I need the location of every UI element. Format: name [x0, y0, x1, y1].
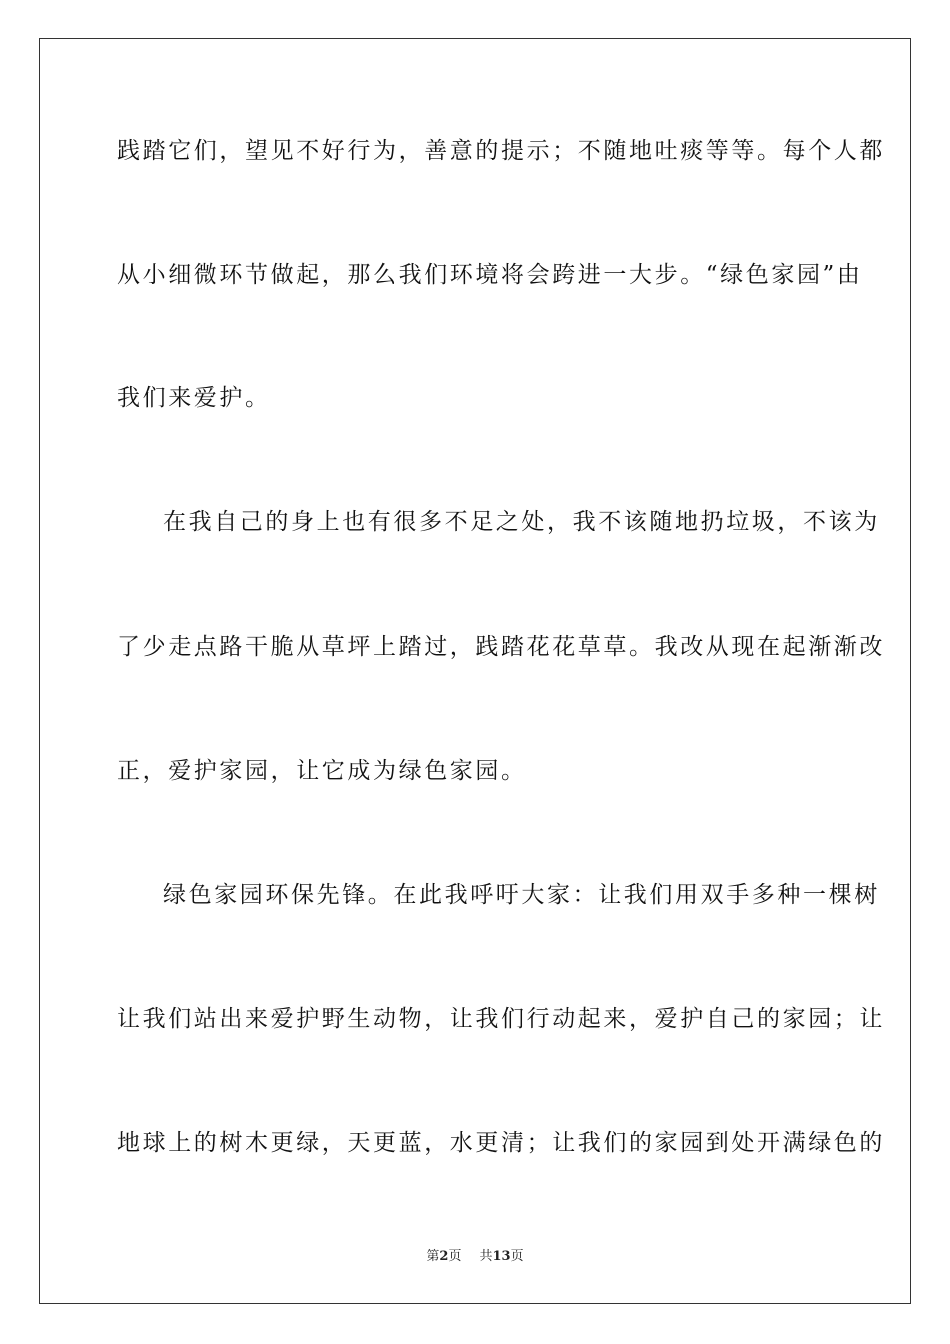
page-suffix: 页	[448, 1249, 462, 1264]
total-pages: 13	[492, 1249, 511, 1264]
text-line-7: 绿色家园环保先锋。在此我呼吁大家：让我们用双手多种一棵树	[163, 882, 880, 908]
page-number: 2	[439, 1249, 449, 1264]
text-line-5: 了少走点路干脆从草坪上踏过，践踏花花草草。我改从现在起渐渐改	[117, 634, 885, 660]
text-line-1: 践踏它们，望见不好行为，善意的提示；不随地吐痰等等。每个人都	[117, 138, 885, 164]
text-line-4: 在我自己的身上也有很多不足之处，我不该随地扔垃圾，不该为	[163, 509, 880, 535]
text-line-2: 从小细微环节做起，那么我们环境将会跨进一大步。“绿色家园”由	[117, 262, 863, 288]
page-footer	[0, 1248, 950, 1266]
text-line-9: 地球上的树木更绿，天更蓝，水更清；让我们的家园到处开满绿色的	[117, 1130, 885, 1156]
total-prefix: 共	[479, 1249, 493, 1264]
page-border	[39, 38, 911, 1304]
text-line-6: 正，爱护家园，让它成为绿色家园。	[117, 758, 527, 784]
text-line-8: 让我们站出来爱护野生动物，让我们行动起来，爱护自己的家园；让	[117, 1006, 885, 1032]
total-suffix: 页	[510, 1249, 524, 1264]
text-line-3: 我们来爱护。	[117, 385, 271, 411]
page-prefix: 第	[426, 1249, 440, 1264]
